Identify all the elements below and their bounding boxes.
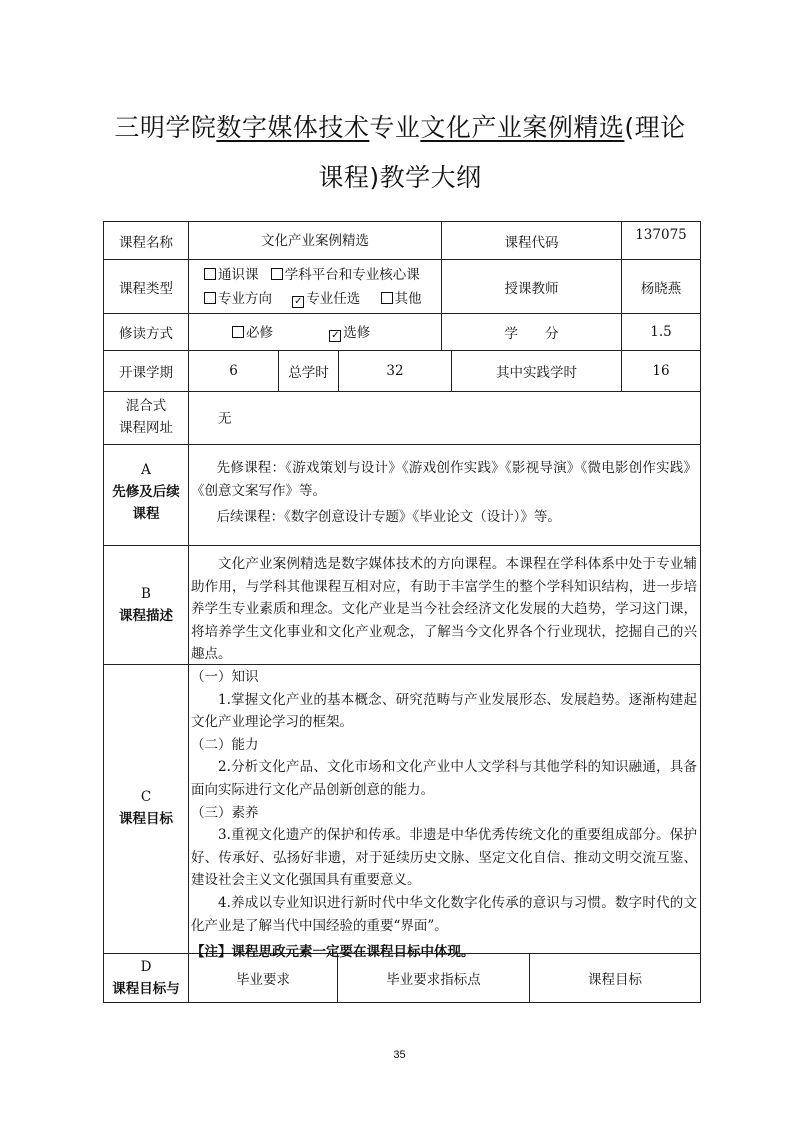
- type-elective: 专业任选: [306, 291, 361, 307]
- practice-hours-label: 其中实践学时: [496, 365, 577, 381]
- section-a-title-line-2: 课程: [132, 506, 160, 522]
- credit-label: 学 分: [504, 326, 559, 342]
- study-mode-options: [232, 321, 441, 343]
- course-type-options: [204, 263, 440, 313]
- checkbox-checked[interactable]: ✓: [331, 330, 340, 341]
- mode-elective: 选修: [343, 325, 371, 341]
- section-b-content: [191, 553, 697, 663]
- document-title-line-1: [60, 108, 740, 144]
- prerequisite-courses: 先修课程：《游戏策划与设计》《游戏创作实践》《影视导演》《微电影创作实践》《创意文案写作》等。: [191, 460, 697, 499]
- type-general: 通识课: [218, 267, 259, 283]
- practice-hours-value: 16: [652, 363, 670, 379]
- section-b-title: 课程描述: [119, 608, 173, 624]
- mixed-course-url-value: 无: [218, 411, 232, 427]
- ideological-note: 【注】课程思政元素一定要在课程目标中体现。: [191, 944, 475, 961]
- title-middle: 专业: [369, 113, 421, 142]
- title-suffix: (理论: [624, 113, 686, 142]
- course-description: 文化产业案例精选是数字媒体技术的方向课程。本课程在学科体系中处于专业辅助作用，与学科其他课程互相对应，有助于丰富学生的整个学科知识结构，进一步培养学生专业素质和理念。文化产业是当今社会经济文化发展的大趋势，学习这门课，将培养学生文化事业和文化产业观念，了解当今文化界各个行业现状，挖掘自己的兴趣点。: [191, 556, 697, 663]
- section-c-title: 课程目标: [119, 811, 173, 827]
- section-a-content: [191, 457, 697, 543]
- mode-required: 必修: [246, 325, 273, 341]
- follow-up-courses: 后续课程：《数字创意设计专题》《毕业论文（设计）》等。: [216, 509, 561, 526]
- checkbox-unchecked[interactable]: [232, 326, 244, 338]
- type-direction: 专业方向: [218, 291, 272, 307]
- course-name-value: 文化产业案例精选: [261, 233, 369, 249]
- section-c-content: [191, 666, 697, 961]
- teacher-label: 授课教师: [504, 280, 559, 297]
- objective-knowledge: 1.掌握文化产业的基本概念、研究范畴与产业发展形态、发展趋势。逐渐构建起文化产业理论学习的框架。: [191, 691, 697, 731]
- course-code-value: 137075: [635, 227, 687, 243]
- objective-ability: 2.分析文化产品、文化市场和文化产业中人文学科与其他学科的知识融通，具备面向实际进行文化产品创新创意的能力。: [191, 759, 697, 798]
- grid-line: [700, 221, 701, 1003]
- teacher-value: 杨晓燕: [640, 280, 682, 297]
- checkbox-unchecked[interactable]: [381, 292, 393, 304]
- title-prefix: 三明学院: [114, 113, 217, 142]
- course-objective-header: 课程目标: [588, 972, 642, 988]
- section-d-letter: D: [140, 959, 152, 975]
- hours-value: 32: [386, 363, 404, 379]
- grid-line: [103, 391, 700, 392]
- grid-line: [103, 545, 700, 546]
- objective-literacy-3: 3.重视文化遗产的保护和传承。非遗是中华优秀传统文化的重要组成部分。保护好、传承好、弘扬好非遗，对于延续历史文脉、坚定文化自信、推动文明交流互鉴、建设社会主义文化强国具有重要意义。: [191, 827, 697, 889]
- graduation-requirement-header: 毕业要求: [236, 972, 290, 988]
- section-b-letter: B: [141, 586, 151, 602]
- objective-heading-knowledge: （一）知识: [191, 669, 259, 685]
- semester-label: 开课学期: [119, 365, 173, 381]
- title-major: 数字媒体技术: [216, 113, 370, 142]
- checkbox-unchecked[interactable]: [271, 268, 283, 280]
- document-title-line-2: 课程)教学大纲: [318, 163, 482, 192]
- mixed-label-line-1: 混合式: [125, 398, 167, 414]
- hours-label: 总学时: [288, 365, 329, 381]
- objective-heading-literacy: （三）素养: [191, 804, 259, 821]
- type-core: 学科平台和专业核心课: [284, 267, 420, 283]
- course-type-label: 课程类型: [119, 280, 173, 297]
- checkbox-unchecked[interactable]: [204, 268, 216, 280]
- objective-heading-ability: （二）能力: [191, 736, 259, 753]
- checkbox-checked[interactable]: ✓: [294, 296, 303, 307]
- grid-line: [188, 221, 189, 1003]
- section-b-label: [104, 583, 188, 627]
- section-c-label: [104, 786, 188, 830]
- checkbox-unchecked[interactable]: [204, 292, 216, 304]
- grid-line: [103, 1002, 700, 1003]
- section-a-label: [104, 459, 188, 531]
- credit-value: 1.5: [650, 324, 672, 340]
- section-a-letter: A: [141, 462, 151, 478]
- mixed-course-url-label: [104, 395, 188, 443]
- section-d-label: [104, 956, 188, 1000]
- mixed-label-line-2: 课程网址: [119, 420, 173, 436]
- semester-value: 6: [229, 363, 238, 379]
- requirement-indicator-header: 毕业要求指标点: [386, 972, 481, 988]
- study-mode-label: 修读方式: [119, 326, 173, 342]
- page-number: 35: [393, 1049, 406, 1061]
- course-name-label: 课程名称: [119, 234, 173, 251]
- type-other: 其他: [394, 291, 422, 307]
- section-a-title-line-1: 先修及后续: [112, 484, 180, 500]
- grid-line: [103, 444, 700, 445]
- title-course: 文化产业案例精选: [420, 113, 625, 142]
- section-d-title: 课程目标与: [112, 981, 180, 997]
- section-c-letter: C: [140, 789, 152, 805]
- course-code-label: 课程代码: [504, 234, 559, 251]
- objective-literacy-4: 4.养成以专业知识进行新时代中华文化数字化传承的意识与习惯。数字时代的文化产业是了解当代中国经验的重要“界面”。: [191, 894, 697, 934]
